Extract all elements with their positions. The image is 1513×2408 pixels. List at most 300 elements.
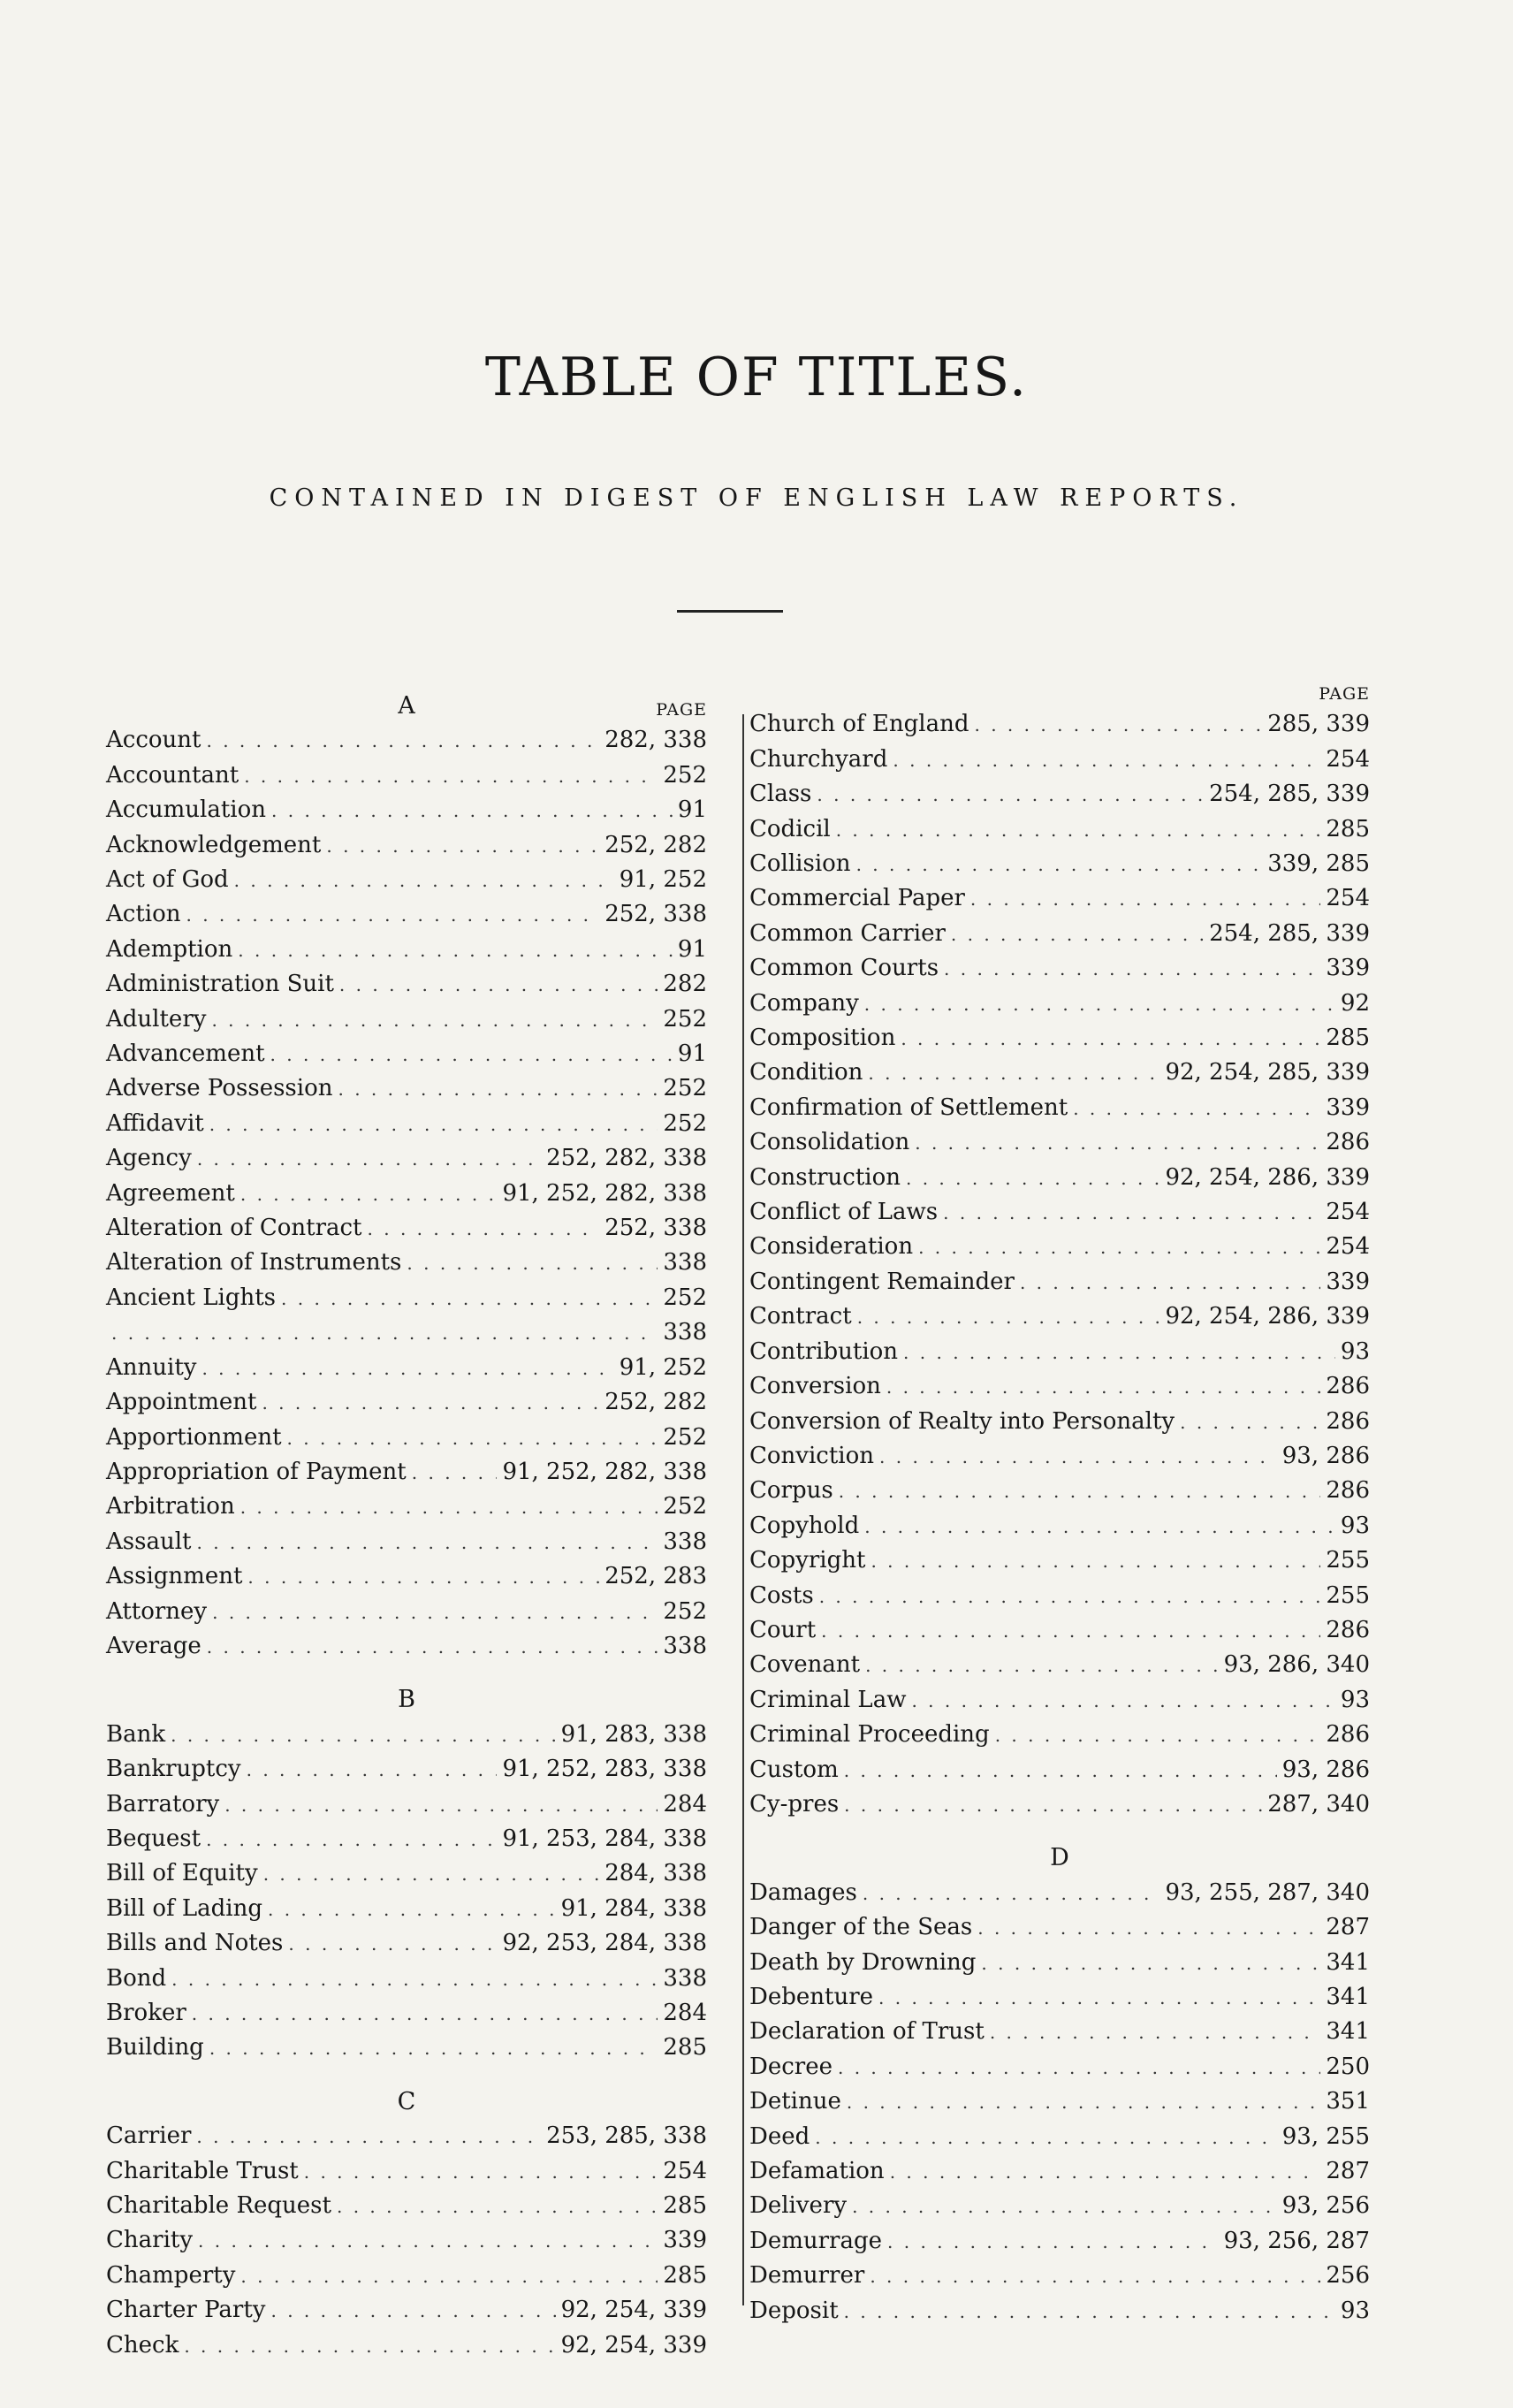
index-entry (749, 1439, 1370, 1474)
entry-title: Ademption (106, 935, 233, 963)
entry-pages: 286 (1326, 1616, 1370, 1643)
entry-title: Churchyard (749, 745, 888, 773)
entry-pages: 254, 285, 339 (1209, 919, 1370, 947)
entry-pages: 92, 254, 286, 339 (1165, 1163, 1370, 1191)
index-entry (106, 1315, 707, 1350)
index-entry (749, 1509, 1370, 1543)
index-entry (749, 2294, 1370, 2328)
entry-pages: 93, 286, 340 (1223, 1651, 1370, 1679)
page-column-label: PAGE (1319, 684, 1370, 704)
dot-leader (271, 794, 673, 827)
section-gap (106, 2066, 707, 2085)
index-entry (106, 2328, 707, 2363)
left-column (106, 690, 707, 2363)
dot-leader (975, 708, 1263, 742)
entry-pages: 252 (663, 1597, 707, 1625)
entry-pages: 285 (1326, 1025, 1370, 1052)
section-heading (749, 674, 1370, 707)
entry-title: Account (106, 727, 201, 754)
section-letter: D (1050, 1844, 1069, 1872)
entry-pages: 252, 282 (604, 1389, 707, 1416)
dot-leader (198, 2224, 658, 2258)
entry-title: Condition (749, 1059, 863, 1086)
entry-pages: 92 (1340, 989, 1370, 1017)
dot-leader (201, 1352, 613, 1385)
entry-title: Class (749, 781, 812, 808)
index-entry (106, 1525, 707, 1559)
dot-leader (836, 813, 1321, 847)
index-entry (106, 1962, 707, 1996)
entry-title: Agency (106, 1145, 192, 1172)
entry-title: Agreement (106, 1179, 235, 1207)
dot-leader (915, 1126, 1320, 1160)
entry-title: Criminal Law (749, 1686, 907, 1713)
section-gap (106, 1664, 707, 1683)
index-entry (106, 2031, 707, 2065)
dot-leader (819, 1580, 1321, 1613)
dot-leader (270, 1038, 673, 1071)
entry-pages: 91, 283, 338 (560, 1720, 707, 1748)
entry-pages: 338 (663, 1319, 707, 1346)
dot-leader (240, 2259, 658, 2293)
entry-title: Custom (749, 1756, 839, 1783)
entry-title: Alteration of Instruments (106, 1249, 402, 1276)
page-title: TABLE OF TITLES. (484, 347, 1029, 408)
entry-title: Demurrage (749, 2227, 883, 2254)
dot-leader (288, 1927, 497, 1961)
dot-leader (263, 1857, 600, 1891)
entry-pages: 92, 253, 284, 338 (502, 1930, 707, 1957)
entry-title: Bankruptcy (106, 1756, 241, 1783)
dot-leader (970, 882, 1320, 916)
index-entry (749, 1787, 1370, 1822)
dot-leader (865, 1649, 1219, 1682)
section-heading (106, 1683, 707, 1717)
entry-title: Death by Drowning (749, 1948, 977, 1976)
entry-title: Collision (749, 850, 851, 878)
entry-pages: 91, 253, 284, 338 (502, 1825, 707, 1852)
entry-pages: 252 (663, 1005, 707, 1033)
entry-pages: 92, 254, 285, 339 (1165, 1059, 1370, 1086)
entry-title: Adultery (106, 1005, 207, 1033)
dot-leader (817, 778, 1204, 812)
entry-pages: 254 (1326, 885, 1370, 912)
entry-title: Barratory (106, 1790, 220, 1817)
entry-pages: 338 (663, 1528, 707, 1555)
dot-leader (271, 2294, 556, 2328)
entry-pages: 93, 255, 287, 340 (1165, 1878, 1370, 1906)
entry-pages: 285, 339 (1267, 711, 1370, 738)
index-entry (106, 2223, 707, 2258)
entry-pages: 286 (1326, 1407, 1370, 1435)
page-subtitle: CONTAINED IN DIGEST OF ENGLISH LAW REPORTS. (269, 484, 1244, 512)
entry-title: Confirmation of Settlement (749, 1094, 1068, 1121)
entry-title: Attorney (106, 1597, 208, 1625)
entry-title: Alteration of Contract (106, 1215, 362, 1242)
section-letter: B (398, 1686, 415, 1714)
entry-pages: 282 (663, 971, 707, 998)
entry-pages: 339, 285 (1267, 850, 1370, 878)
entry-pages: 341 (1326, 1948, 1370, 1976)
index-entry (106, 2259, 707, 2293)
dot-leader (871, 1544, 1320, 1578)
index-entry (106, 1455, 707, 1490)
index-entry (106, 1629, 707, 1664)
entry-pages: 252 (663, 1284, 707, 1311)
index-entry (749, 1335, 1370, 1369)
entry-title: Composition (749, 1025, 896, 1052)
entry-pages: 92, 254, 339 (560, 2331, 707, 2358)
dot-leader (995, 1718, 1321, 1752)
dot-leader (326, 829, 599, 863)
dot-leader (1073, 1092, 1320, 1125)
index-entry (749, 1718, 1370, 1752)
entry-title: Consideration (749, 1233, 914, 1261)
index-entry (749, 1405, 1370, 1439)
right-column (749, 674, 1370, 2328)
dot-leader (847, 2085, 1320, 2119)
index-entry (106, 1559, 707, 1594)
dot-leader (977, 1911, 1320, 1945)
dot-leader (197, 1142, 541, 1176)
entry-title: Contribution (749, 1337, 899, 1365)
dot-leader (240, 1490, 658, 1524)
entry-title: Deposit (749, 2297, 839, 2324)
dot-leader (903, 1336, 1335, 1369)
index-entry (749, 1021, 1370, 1055)
index-entry (749, 1980, 1370, 2015)
index-entry (749, 743, 1370, 777)
entry-title: Copyright (749, 1547, 866, 1574)
section-letter: A (398, 692, 415, 720)
index-entry (106, 1177, 707, 1211)
entry-pages: 286 (1326, 1477, 1370, 1505)
entry-pages: 287 (1326, 1914, 1370, 1941)
entry-pages: 91, 252, 282, 338 (502, 1458, 707, 1485)
dot-leader (238, 933, 673, 967)
dot-leader (262, 1386, 599, 1420)
entry-pages: 253, 285, 338 (546, 2122, 707, 2150)
entry-pages: 254 (663, 2157, 707, 2184)
dot-leader (186, 898, 600, 932)
dot-leader (815, 2121, 1276, 2154)
entry-title: Champerty (106, 2261, 236, 2289)
index-entry (106, 1752, 707, 1787)
entry-title: Contingent Remainder (749, 1268, 1015, 1295)
entry-title: Construction (749, 1163, 901, 1191)
entry-pages: 252 (663, 1493, 707, 1520)
entry-pages: 339 (1326, 1094, 1370, 1121)
index-entry (749, 2084, 1370, 2119)
index-entry (106, 1107, 707, 1141)
entry-pages: 91 (677, 796, 707, 824)
index-entry (106, 1037, 707, 1071)
index-entry (106, 1595, 707, 1629)
index-entry (106, 1421, 707, 1455)
index-entry (106, 793, 707, 827)
entry-title: Advancement (106, 1040, 265, 1068)
index-entry (106, 967, 707, 1002)
entry-title: Check (106, 2331, 179, 2358)
entry-title: Charitable Request (106, 2192, 331, 2220)
dot-leader (901, 1022, 1320, 1055)
entry-pages: 338 (663, 1249, 707, 1276)
index-entry (749, 2050, 1370, 2084)
entry-title: Demurrer (749, 2262, 865, 2290)
index-entry (106, 933, 707, 967)
entry-pages: 285 (663, 2192, 707, 2220)
index-entry (106, 2189, 707, 2223)
dot-leader (887, 2225, 1219, 2259)
dot-leader (981, 1947, 1320, 1980)
dot-leader (870, 2259, 1320, 2293)
entry-title: Bank (106, 1720, 166, 1748)
entry-pages: 338 (663, 1964, 707, 1992)
entry-title: Debenture (749, 1984, 874, 2010)
dot-leader (209, 1108, 658, 1141)
entry-title: Detinue (749, 2088, 841, 2115)
index-entry (106, 1892, 707, 1926)
dot-leader (893, 743, 1320, 777)
title-rule (677, 610, 783, 613)
dot-leader (192, 1997, 658, 2031)
index-entry (749, 917, 1370, 951)
entry-pages: 252, 283 (604, 1563, 707, 1590)
index-entry (749, 1474, 1370, 1508)
entry-title: Carrier (106, 2122, 192, 2150)
dot-leader (247, 1753, 498, 1787)
entry-title: Codicil (749, 815, 831, 842)
entry-pages: 286 (1326, 1129, 1370, 1156)
entry-title: Charity (106, 2227, 194, 2254)
entry-pages: 255 (1326, 1581, 1370, 1609)
index-entry (106, 1141, 707, 1176)
entry-title: Declaration of Trust (749, 2018, 985, 2046)
dot-leader (171, 1718, 555, 1752)
entry-title: Acknowledgement (106, 831, 322, 858)
dot-leader (412, 1456, 498, 1490)
dot-leader (171, 1962, 658, 1996)
entry-pages: 93, 286 (1281, 1756, 1370, 1783)
entry-pages: 252 (663, 1075, 707, 1102)
index-entry (106, 1281, 707, 1315)
column-divider (742, 714, 744, 2305)
index-entry (749, 1613, 1370, 1648)
dot-leader (1180, 1406, 1320, 1439)
index-entry (106, 2154, 707, 2189)
dot-leader (990, 2016, 1321, 2049)
dot-leader (111, 1316, 658, 1350)
entry-pages: 341 (1326, 1984, 1370, 2010)
dot-leader (206, 1823, 497, 1856)
entry-pages: 339 (1326, 1268, 1370, 1295)
dot-leader (918, 1231, 1320, 1264)
index-entry (106, 1926, 707, 1961)
dot-leader (821, 1614, 1320, 1648)
entry-title: Church of England (749, 711, 969, 738)
entry-pages: 252 (663, 1423, 707, 1451)
index-entry (106, 1856, 707, 1891)
dot-leader (212, 1596, 658, 1629)
entry-title: Corpus (749, 1477, 833, 1505)
entry-pages: 254, 285, 339 (1209, 781, 1370, 808)
entry-title: Cy-pres (749, 1790, 840, 1817)
entry-title: Court (749, 1616, 817, 1643)
dot-leader (281, 1282, 658, 1315)
entry-pages: 338 (663, 1632, 707, 1659)
entry-pages: 287, 340 (1267, 1790, 1370, 1817)
entry-title: Conviction (749, 1442, 875, 1469)
dot-leader (338, 1072, 658, 1106)
index-entry (749, 1299, 1370, 1334)
entry-pages: 93, 256 (1281, 2192, 1370, 2220)
entry-title: Bills and Notes (106, 1930, 284, 1957)
entry-pages: 287 (1326, 2158, 1370, 2185)
entry-title: Conversion of Realty into Personalty (749, 1407, 1175, 1435)
entry-title: Consolidation (749, 1129, 910, 1156)
dot-leader (184, 2329, 555, 2363)
entry-title: Danger of the Seas (749, 1914, 973, 1941)
entry-pages: 286 (1326, 1373, 1370, 1400)
dot-leader (951, 918, 1204, 951)
index-entry (749, 1876, 1370, 1910)
dot-leader (864, 987, 1335, 1021)
index-entry (749, 2224, 1370, 2259)
dot-leader (209, 2031, 658, 2065)
dot-leader (1020, 1266, 1320, 1299)
entry-pages: 252, 338 (604, 1215, 707, 1242)
dot-leader (911, 1684, 1334, 1718)
entry-title: Delivery (749, 2192, 848, 2220)
entry-pages: 91, 252, 283, 338 (502, 1756, 707, 1783)
index-entry (106, 1385, 707, 1420)
entry-title: Charter Party (106, 2297, 266, 2324)
dot-leader (196, 1526, 658, 1559)
dot-leader (857, 1300, 1160, 1334)
entry-title: Appointment (106, 1389, 257, 1416)
dot-leader (207, 724, 600, 758)
entry-pages: 91, 252 (619, 1353, 707, 1381)
index-entry (749, 1946, 1370, 1980)
entry-pages: 252 (663, 761, 707, 789)
entry-title: Bond (106, 1964, 167, 1992)
entry-title: Bequest (106, 1825, 201, 1852)
entry-pages: 285 (663, 2034, 707, 2061)
dot-leader (247, 1560, 599, 1594)
index-entry (749, 987, 1370, 1021)
entry-title: Charitable Trust (106, 2157, 299, 2184)
index-entry (106, 1002, 707, 1037)
entry-title: Appropriation of Payment (106, 1458, 407, 1485)
dot-leader (886, 1370, 1321, 1404)
entry-title: Defamation (749, 2158, 885, 2185)
entry-title: Accountant (106, 761, 239, 789)
entry-title: Adverse Possession (106, 1075, 333, 1102)
entry-title: Common Carrier (749, 919, 946, 947)
index-entry (106, 1996, 707, 2031)
entry-pages: 254 (1326, 1199, 1370, 1226)
index-entry (749, 2015, 1370, 2049)
index-entry (749, 1579, 1370, 1613)
index-entry (749, 777, 1370, 812)
entry-pages: 91, 252 (619, 866, 707, 894)
section-heading (106, 690, 707, 723)
dot-leader (839, 1475, 1321, 1508)
dot-leader (339, 968, 658, 1002)
dot-leader (844, 1788, 1262, 1822)
dot-leader (337, 2190, 658, 2223)
entry-title: Building (106, 2034, 204, 2061)
dot-leader (244, 759, 658, 793)
entry-pages: 93, 255 (1281, 2122, 1370, 2150)
index-entry (749, 2189, 1370, 2223)
index-entry (749, 1125, 1370, 1160)
dot-leader (890, 2155, 1321, 2189)
entry-title: Decree (749, 2053, 833, 2080)
index-entry (106, 1822, 707, 1856)
index-entry (749, 1230, 1370, 1264)
entry-title: Criminal Proceeding (749, 1721, 990, 1749)
entry-title: Arbitration (106, 1493, 235, 1520)
dot-leader (304, 2155, 658, 2189)
dot-leader (856, 848, 1263, 881)
dot-leader (943, 1196, 1320, 1230)
index-entry (106, 828, 707, 863)
index-entry (106, 1211, 707, 1246)
entry-pages: 254 (1326, 1233, 1370, 1261)
index-entry (749, 1055, 1370, 1090)
dot-leader (863, 1877, 1160, 1910)
entry-title: Commercial Paper (749, 885, 965, 912)
dot-leader (240, 1177, 498, 1211)
dot-leader (234, 864, 614, 897)
entry-pages: 282, 338 (604, 727, 707, 754)
index-entry (749, 812, 1370, 847)
index-entry (749, 951, 1370, 986)
dot-leader (287, 1421, 658, 1455)
entry-title: Company (749, 989, 859, 1017)
index-entry (749, 2259, 1370, 2293)
entry-title: Action (106, 901, 181, 928)
dot-leader (852, 2190, 1277, 2223)
index-entry (749, 1265, 1370, 1299)
entry-pages: 284 (663, 1790, 707, 1817)
entry-pages: 284, 338 (604, 1860, 707, 1887)
index-entry (749, 1543, 1370, 1578)
entry-title: Deed (749, 2122, 810, 2150)
dot-leader (838, 2051, 1320, 2084)
index-entry (106, 1490, 707, 1524)
entry-title: Assignment (106, 1563, 243, 1590)
entry-title: Contract (749, 1303, 852, 1330)
entry-pages: 91, 252, 282, 338 (502, 1179, 707, 1207)
entry-title: Bill of Equity (106, 1860, 258, 1887)
entry-title: Damages (749, 1878, 857, 1906)
entry-pages: 91, 284, 338 (560, 1894, 707, 1922)
dot-leader (844, 2295, 1335, 2328)
entry-pages: 93 (1340, 1512, 1370, 1539)
dot-leader (407, 1246, 658, 1280)
entry-pages: 256 (1326, 2262, 1370, 2290)
index-entry (749, 1369, 1370, 1404)
index-entry (749, 1910, 1370, 1945)
entry-title: Conflict of Laws (749, 1199, 939, 1226)
index-entry (749, 707, 1370, 742)
dot-leader (224, 1788, 658, 1822)
index-entry (749, 2154, 1370, 2189)
dot-leader (864, 1510, 1335, 1543)
entry-pages: 284 (663, 2000, 707, 2026)
